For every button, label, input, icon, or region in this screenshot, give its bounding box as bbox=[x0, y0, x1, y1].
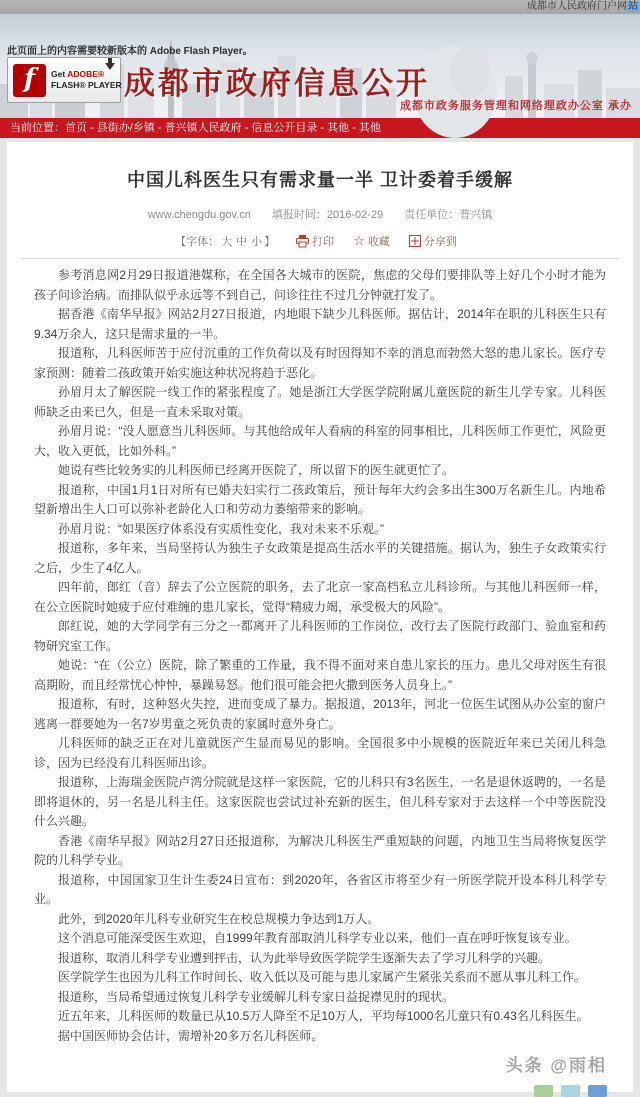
selected-text: 站 bbox=[628, 1, 638, 12]
article-paragraph: 儿科医师的缺乏正在对儿童就医产生显而易见的影响。全国很多中小规模的医院近年来已关闭儿科急诊，因为已经没有儿科医师出诊。 bbox=[34, 736, 606, 770]
share-button[interactable]: 分享到 bbox=[409, 236, 457, 248]
font-size-small[interactable]: 小 bbox=[251, 236, 263, 248]
article-paragraph: 报道称，中国国家卫生计生委24日宣布：到2020年，各省区市将至少有一所医学院开设本科儿科学专业。 bbox=[34, 872, 606, 906]
share-icon-blue[interactable] bbox=[588, 1085, 607, 1097]
article-paragraph: 报道称，当局希望通过恢复儿科学专业缓解儿科专家日益捉襟见肘的现状。 bbox=[58, 989, 455, 1004]
article-paragraph: 香港《南华早报》网站2月27日还报道称，为解决儿科医生严重短缺的问题，内地卫生当局将恢复医学院的儿科学专业。 bbox=[34, 833, 606, 867]
article-paragraph: 报道称，多年来，当局坚持认为独生子女政策是提高生活水平的关键措施。据认为，独生子女政策实行之后，少生了4亿人。 bbox=[34, 541, 606, 575]
watermark: 头条 @雨相 bbox=[505, 1056, 607, 1075]
article-meta bbox=[7, 206, 633, 222]
share-icon-cyan[interactable] bbox=[561, 1085, 580, 1097]
breadcrumb-path[interactable]: 首页 - 县街办/乡镇 - 普兴镇人民政府 - 信息公开目录 - 其他 - 其他 bbox=[65, 122, 381, 134]
font-size-selector: 【字体： 大 中 小 】 bbox=[175, 236, 276, 248]
article-paragraph: 医学院学生也因为儿科工作时间长、收入低以及可能与患儿家属产生紧张关系而不愿从事儿科工作。 bbox=[58, 970, 587, 984]
get-flash-player-button[interactable] bbox=[7, 57, 121, 103]
article-paragraph: 据香港《南华早报》网站2月27日报道，内地眼下缺少儿科医师。据估计，2014年在职的儿科医生只有9.34万余人，这只是需求量的一半。 bbox=[34, 307, 606, 341]
site-title: 成都市政府信息公开 bbox=[124, 66, 430, 102]
article-paragraph: 郎红说，她的大学同学有三分之一都离开了儿科医师的工作岗位，改行去了医院行政部门、验血室和药物研究室工作。 bbox=[34, 619, 606, 653]
article-paragraph: 据中国医师协会估计，需增补20多万名儿科医师。 bbox=[58, 1028, 324, 1043]
article-paragraph: 孙眉月说：“如果医疗体系没有实质性变化，我对未来不乐观。” bbox=[58, 521, 384, 536]
favorite-button[interactable]: ☆ 收藏 bbox=[353, 233, 390, 248]
article-paragraph: 她说有些比较务实的儿科医师已经离开医院了，所以留下的医生就更忙了。 bbox=[58, 463, 455, 477]
article-paragraph: 报道称，中国1月1日对所有已婚夫妇实行二孩政策后，预计每年大约会多出生300万名新生儿。内地希望新增出生人口可以弥补老龄化人口和劳动力萎缩带来的影响。 bbox=[34, 482, 606, 516]
report-time: 填报时间：2016-02-29 bbox=[271, 209, 384, 221]
article-paragraph: 近五年来，儿科医师的数量已从10.5万人降至不足10万人，平均每1000名儿童只有0.43名儿科医生。 bbox=[58, 1009, 589, 1023]
top-bar bbox=[0, 0, 640, 14]
article-paragraph: 报道称，上海瑞金医院卢湾分院就是这样一家医院，它的儿科只有3名医生，一名是退休返聘的，一名是即将退休的，另一名是儿科主任。这家医院也尝试过补充新的医生，但儿科专家对于去这样一个中等医院没什么兴趣。 bbox=[34, 775, 606, 828]
breadcrumb-bar bbox=[0, 118, 640, 138]
article-paragraph: 孙眉月说：“没人愿意当儿科医师。与其他给成年人看病的科室的同事相比，儿科医师工作更忙，风险更大，收入更低，比如外科。” bbox=[34, 424, 606, 458]
divider bbox=[20, 258, 620, 259]
organizer-text: 成都市政务服务管理和网络理政办公室 承办 bbox=[399, 100, 632, 112]
flash-notice-text: 此页面上的内容需要较新版本的 Adobe Flash Player。 bbox=[7, 46, 253, 57]
article-paragraph: 报道称，取消儿科学专业遭到抨击，认为此举导致医学院学生逐渐失去了学习儿科学的兴趣。 bbox=[58, 950, 551, 965]
article-paragraph: 报道称，儿科医师苦于应付沉重的工作负荷以及有时因得知不幸的消息而勃然大怒的患儿家长。医疗专家预测：随着二孩政策开始实施这种状况将趋于恶化。 bbox=[34, 346, 606, 380]
article-paragraph: 报道称，有时，这种怒火失控，进而变成了暴力。据报道，2013年，河北一位医生试图从办公室的窗户逃离一群要她为一名7岁男童之死负责的家属时意外身亡。 bbox=[34, 697, 606, 731]
share-icon-green[interactable] bbox=[534, 1085, 553, 1097]
share-grid-icon bbox=[409, 235, 421, 247]
breadcrumb-label: 当前位置： bbox=[10, 122, 65, 134]
article-container bbox=[7, 142, 633, 1092]
article-toolbar bbox=[7, 233, 633, 249]
download-arrow-icon bbox=[105, 63, 115, 70]
article-paragraph: 此外，到2020年儿科专业研究生在校总规模力争达到1万人。 bbox=[58, 911, 380, 926]
article-title: 中国儿科医生只有需求量一半 卫计委着手缓解 bbox=[127, 170, 513, 190]
responsible-unit: 责任单位：普兴镇 bbox=[404, 209, 493, 221]
portal-site-link[interactable]: 成都市人民政府门户网 bbox=[527, 1, 627, 12]
printer-icon bbox=[296, 235, 309, 247]
share-icons-strip bbox=[526, 1085, 607, 1097]
print-button[interactable]: 打印 bbox=[296, 236, 334, 248]
star-icon: ☆ bbox=[353, 233, 365, 248]
article-paragraph: 这个消息可能深受医生欢迎，自1999年教育部取消儿科学专业以来，他们一直在呼吁恢复该专业。 bbox=[58, 931, 577, 945]
article-paragraph: 她说：“在（公立）医院，除了繁重的工作量，我不得不面对来自患儿家长的压力。患儿父母对医生有很高期盼，而且经常忧心忡忡，暴躁易怒。他们很可能会把火撒到医务人员身上。” bbox=[34, 658, 606, 692]
font-size-large[interactable]: 大 bbox=[221, 236, 233, 248]
font-size-medium[interactable]: 中 bbox=[236, 236, 248, 248]
article-paragraph: 孙眉月太了解医院一线工作的紧张程度了。她是浙江大学医学院附属儿童医院的新生儿学专家。儿科医师缺乏由来已久，但是一直未采取对策。 bbox=[34, 385, 606, 419]
flash-logo-icon: f bbox=[13, 64, 46, 97]
flash-badge-label: Get ADOBE® FLASH® PLAYER bbox=[51, 69, 122, 90]
article-paragraph: 四年前，郎红（音）辞去了公立医院的职务，去了北京一家高档私立儿科诊所。与其他儿科医师一样，在公立医院时她疲于应付难缠的患儿家长，觉得“精疲力竭，承受极大的风险”。 bbox=[34, 580, 606, 614]
article-body bbox=[7, 266, 633, 1046]
header-banner bbox=[0, 14, 640, 118]
source-url: www.chengdu.gov.cn bbox=[147, 209, 251, 221]
article-paragraph: 参考消息网2月29日报道港媒称，在全国各大城市的医院，焦虑的父母们要排队等上好几个小时才能为孩子问诊治病。而排队似乎永远等不到自己，问诊往往不过几分钟就打发了。 bbox=[34, 268, 606, 302]
